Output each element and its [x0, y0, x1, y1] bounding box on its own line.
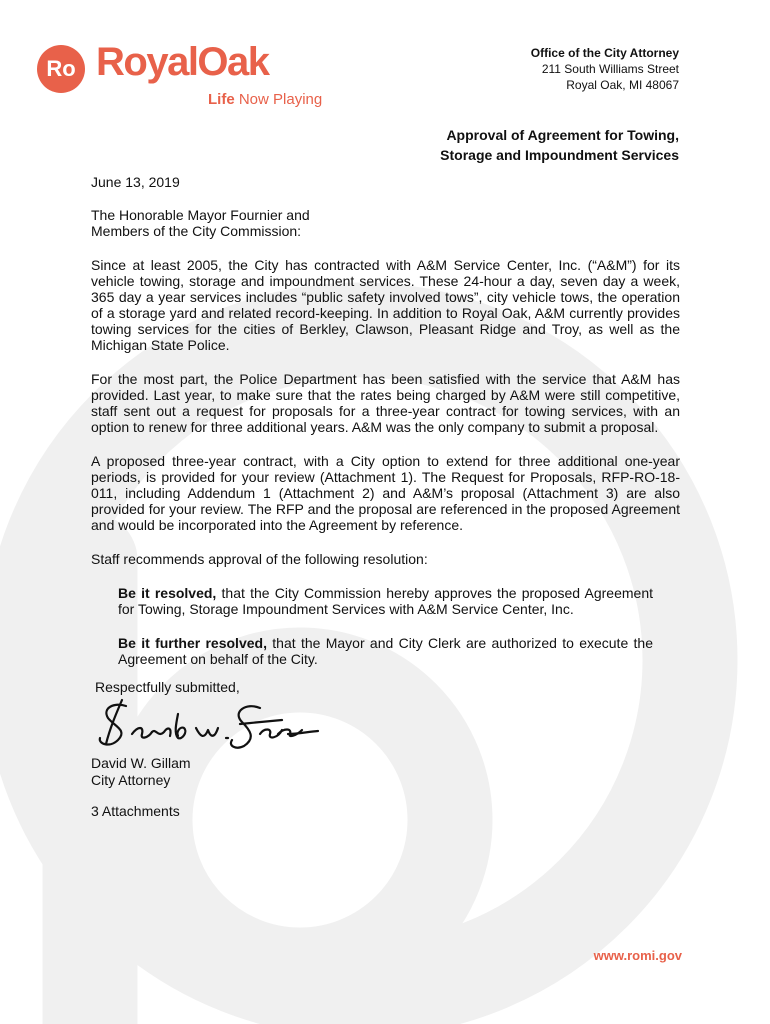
recommendation: Staff recommends approval of the following resolution:	[91, 551, 428, 567]
paragraph-2: For the most part, the Police Department has been satisfied with the service that A&M has provided. Last year, to make sure that the rates being charged by A&M were still competitive, staff sent out a request for proposals for a three-year contract for towing services, with an option to renew for three additional years. A&M was the only company to submit a proposal.	[91, 371, 680, 435]
website-link[interactable]: www.romi.gov	[593, 948, 682, 963]
signer-info	[91, 755, 191, 789]
resolution-2	[118, 635, 653, 667]
office-name: Office of the City Attorney	[530, 46, 679, 60]
handwritten-signature	[92, 694, 322, 756]
paragraph-1: Since at least 2005, the City has contracted with A&M Service Center, Inc. (“A&M”) for its vehicle towing, storage and impoundment services. These 24-hour a day, seven day a week, 365 day a year services includes “public safety involved tows”, city vehicle tows, the operation of a storage yard and related record-keeping. In addition to Royal Oak, A&M currently provides towing services for the cities of Berkley, Clawson, Pleasant Ridge and Troy, as well as the Michigan State Police.	[91, 257, 680, 353]
svg-text:Ro: Ro	[46, 56, 76, 81]
subject-line-1: Approval of Agreement for Towing,	[446, 127, 679, 143]
office-address	[531, 45, 679, 93]
office-street: 211 South Williams Street	[541, 62, 679, 76]
subject-line-2: Storage and Impoundment Services	[440, 147, 679, 163]
office-city: Royal Oak, MI 48067	[566, 78, 679, 92]
resolution-1-text: that the City Commission hereby approves the proposed Agreement for Towing, Storage Impoundment Services with A&M Service Center, Inc.	[118, 585, 653, 617]
closing: Respectfully submitted,	[95, 679, 240, 695]
attachments-note: 3 Attachments	[91, 803, 180, 819]
resolution-2-lead: Be it further resolved,	[118, 635, 267, 651]
signer-name: David W. Gillam	[91, 755, 191, 771]
resolution-2-text: that the Mayor and City Clerk are authorized to execute the Agreement on behalf of the City.	[118, 635, 654, 667]
tagline-rest: Now Playing	[238, 91, 323, 108]
letter-subject	[440, 125, 679, 165]
resolution-1	[118, 585, 653, 617]
logo-tagline	[208, 92, 322, 107]
signer-title: City Attorney	[91, 772, 171, 788]
tagline-life: Life	[208, 91, 235, 108]
resolution-1-lead: Be it resolved,	[118, 585, 217, 601]
ro-logo-icon	[36, 44, 86, 94]
salutation-line-1: The Honorable Mayor Fournier and	[91, 207, 310, 223]
royal-oak-logo	[36, 40, 323, 116]
paragraph-3: A proposed three-year contract, with a City option to extend for three additional one-year periods, is provided for your review (Attachment 1). The Request for Proposals, RFP-RO-18-011, including Addendum 1 (Attachment 2) and A&M’s proposal (Attachment 3) are also provided for your review. The RFP and the proposal are referenced in the proposed Agreement and would be incorporated into the Agreement by reference.	[91, 453, 680, 533]
salutation-line-2: Members of the City Commission:	[91, 223, 302, 239]
logo-wordmark: RoyalOak	[96, 40, 269, 84]
letter-body	[91, 174, 680, 667]
letter-date: June 13, 2019	[91, 174, 180, 190]
